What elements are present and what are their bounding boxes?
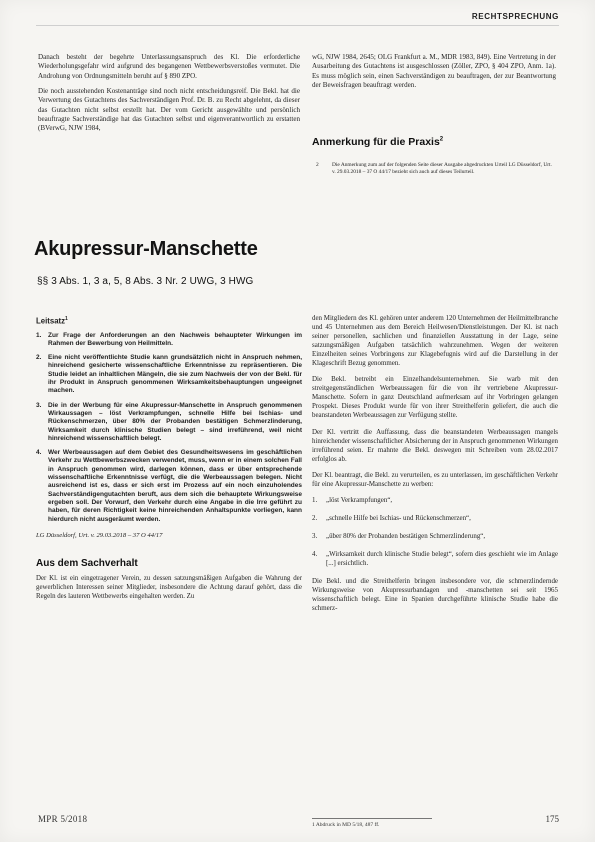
claim-number: 4. — [312, 549, 318, 558]
journal-issue: MPR 5/2018 — [38, 814, 88, 824]
anmerkung-title: Anmerkung für die Praxis — [312, 136, 440, 148]
paragraph: Der Kl. vertritt die Auffassung, dass die beanstandeten Werbeaussagen mangels hinreichender wissenschaftlicher Absicherung der in Anspruch genommenen Wirkungen irreführend seien. Er mahnte die Bekl. deswegen mit Schreiben vom 28.02.2017 erfolglos ab. — [312, 427, 558, 463]
paragraph: Die Bekl. betreibt ein Einzelhandelsunternehmen. Sie warb mit den streitgegenständlichen Werbeaussagen für die von ihr vertriebene Akupressur-Manschette. Sofern in ganz Deutschland aufmerksam auf ihr Vorbringen gelangen Prospekt. Dieses Produkt wurde für von ihrer Streithelferin geliefert, die auch die beanstandeten Werbeaussagen zur Verfügung stellte. — [312, 375, 558, 420]
leitsatz-label-text: Leitsatz — [36, 316, 66, 326]
footnote-text: Abdruck in MD 5/18, 487 ff. — [315, 822, 380, 828]
anmerkung-sup: 2 — [439, 136, 444, 143]
leitsatz-item — [36, 354, 302, 395]
left-column — [36, 316, 302, 601]
leitsatz-label — [36, 316, 302, 326]
leitsatz-number: 2. — [36, 354, 42, 362]
paragraph: wG, NJW 1984, 2645; OLG Frankfurt a. M., MDR 1983, 849). Eine Vertretung in der Ausarbeitung des Gutachtens ist ausgeschlossen (Zöller, ZPO, § 404 ZPO, Anm. 1a). Es muss möglich sein, einen Sachverständigen zu beauftragen, der zur Beantwortung der Beweisfragen beauftragt werden. — [312, 53, 556, 90]
leitsatz-item — [36, 449, 302, 524]
court-citation: LG Düsseldorf, Urt. v. 29.03.2018 – 37 O 44/17 — [36, 531, 163, 539]
claim-list-item — [312, 514, 558, 523]
paragraph: Der Kl. beantragt, die Bekl. zu verurteilen, es zu unterlassen, im geschäftlichen Verkehr für eine Akupressur-Manschette zu werben: — [312, 470, 558, 488]
right-column — [312, 314, 558, 620]
claim-list — [312, 496, 558, 568]
paragraph: Die noch ausstehenden Kostenanträge sind noch nicht entscheidungsreif. Die Bekl. hat die Verwertung des Gutachtens des Sachverständigen Prof. Dr. B. zu Recht abgelehnt, da dieser das Gutachten nicht selbst erstellt hat. Der vom Gericht ausgewählte und persönlich beauftragte Sachverständige hat das Gutachten selbst und eigenverantwortlich zu erstatten (BVerwG, NJW 1984, — [38, 87, 300, 133]
footnote-number: 1 — [312, 822, 315, 828]
section-heading: Aus dem Sachverhalt — [36, 558, 138, 570]
leitsatz-text: Wer Werbeaussagen auf dem Gebiet des Gesundheitswesens im geschäftlichen Verkehr zu Wettbewerbszwecken verwendet, muss, wenn er in einem solchen Fall in Anspruch genommen wird, darlegen können, dass er über entsprechende wissenschaftliche Erkenntnisse verfügt, die die Werbeaussagen belegen. Nicht ausreichend ist es, dass er sich erst im Prozess auf ein noch einzuholendes Sachverständigengutachten beruft, aus dem sich die behauptete Wirkungsweise ergeben soll. Der Vorwurf, den Verkehr durch eine Angabe in die Irre geführt zu haben, für deren Richtigkeit keine hinreichenden Anhaltspunkte vorliegen, kann hierdurch nicht ausgeräumt werden. — [48, 449, 302, 523]
leitsatz-sup: 1 — [65, 316, 68, 322]
paragraph: den Mitgliedern des Kl. gehören unter anderem 120 Unternehmen der Heilmittelbranche und 45 Unternehmen aus dem Bereich Heilwesen/Dienstleistungen. Der Kl. ist nach seiner personellen, sachlichen und finanziellen Ausstattung in der Lage, seine satzungsmäßigen Aufgaben tatsächlich wahrzunehmen. Wegen der weiteren Einzelheiten seines Vorbringens zur Klagebefugnis wird auf die Darstellung in der Klageschrift Bezug genommen. — [312, 314, 558, 368]
header-divider — [36, 25, 559, 26]
footnote — [312, 822, 379, 828]
leitsatz-item — [36, 332, 302, 349]
upper-right-column — [312, 53, 556, 96]
anmerkung-footnote-number: 2 — [316, 162, 319, 168]
leitsatz-text: Eine nicht veröffentlichte Studie kann grundsätzlich nicht in Anspruch nehmen, hinreichend gesicherte wissenschaftliche Erkenntnisse zu repräsentieren. Die Studie leidet an inhaltlichen Mängeln, die sie zum Nachweis der von der Bekl. für ihr Produkt in Anspruch genommenen Wirksamkeitsbehauptungen ungeeignet machen. — [48, 354, 302, 395]
claim-text: „Wirksamkeit durch klinische Studie belegt“, sofern dies geschieht wie im Anlage [...] ersichtlich. — [326, 549, 558, 567]
leitsatz-number: 3. — [36, 401, 42, 409]
claim-number: 3. — [312, 531, 318, 540]
leitsatz-text: Zur Frage der Anforderungen an den Nachweis behaupteter Wirkungen im Rahmen der Bewerbung von Heilmitteln. — [48, 331, 302, 347]
anmerkung-footnote-text: Die Anmerkung zum auf der folgenden Seite dieser Ausgabe abgedruckten Urteil LG Düsseldorf, Urt. v. 29.03.2018 – 37 O 44/17 bezieht sich auch auf dieses Teilurteil. — [332, 162, 552, 176]
upper-left-column — [38, 53, 300, 140]
claim-number: 2. — [312, 513, 318, 522]
section-paragraph: Der Kl. ist ein eingetragener Verein, zu dessen satzungsmäßigen Aufgaben die Wahrung der gewerblichen Interessen seiner Mitglieder, insbesondere die Achtung darauf gehört, dass die Regeln des lauteren Wettbewerbs eingehalten werden. Zu — [36, 575, 302, 601]
article-title: Akupressur-Manschette — [34, 238, 258, 260]
article-subtitle: §§ 3 Abs. 1, 3 a, 5, 8 Abs. 3 Nr. 2 UWG, 3 HWG — [37, 276, 254, 287]
claim-list-item — [312, 532, 558, 541]
claim-text: „über 80% der Probanden bestätigen Schmerzlinderung“, — [326, 531, 486, 540]
page-number: 175 — [545, 814, 559, 824]
claim-text: „löst Verkrampfungen“, — [326, 495, 393, 504]
claim-list-item — [312, 496, 558, 505]
leitsatz-item — [36, 402, 302, 443]
claim-number: 1. — [312, 495, 318, 504]
paragraph: Danach besteht der begehrte Unterlassungsanspruch des Kl. Die erforderliche Wiederholungsgefahr wird aufgrund des begangenen Wettbewerbsverstoßes vermutet. Die Androhung von Ordnungsmitteln beruht auf § 890 ZPO. — [38, 53, 300, 80]
claim-list-item — [312, 550, 558, 568]
paragraph: Die Bekl. und die Streithelferin bringen insbesondere vor, die schmerzlindernde Wirkungsweise von Akupressurbandagen und -manschetten sei seit 1965 wissenschaftlich belegt. Eine in Spanien durchgeführte klinische Studie habe die schmerz- — [312, 577, 558, 613]
running-header: RECHTSPRECHUNG — [471, 12, 559, 21]
anmerkung-heading — [312, 136, 443, 148]
leitsatz-number: 1. — [36, 331, 42, 339]
footnote-divider — [312, 818, 432, 819]
leitsatz-number: 4. — [36, 449, 42, 457]
leitsatz-text: Die in der Werbung für eine Akupressur-Manschette in Anspruch genommenen Wirkaussagen – löst Verkrampfungen, schnelle Hilfe bei Ischias- und Rückenschmerzen, über 80% der Probanden bestätigen Schmerzlinderung, Wirksamkeit durch klinische Studien belegt – sind irreführend, weil nicht hinreichend wissenschaftlich belegt. — [48, 401, 302, 442]
claim-text: „schnelle Hilfe bei Ischias- und Rückenschmerzen“, — [326, 513, 471, 522]
